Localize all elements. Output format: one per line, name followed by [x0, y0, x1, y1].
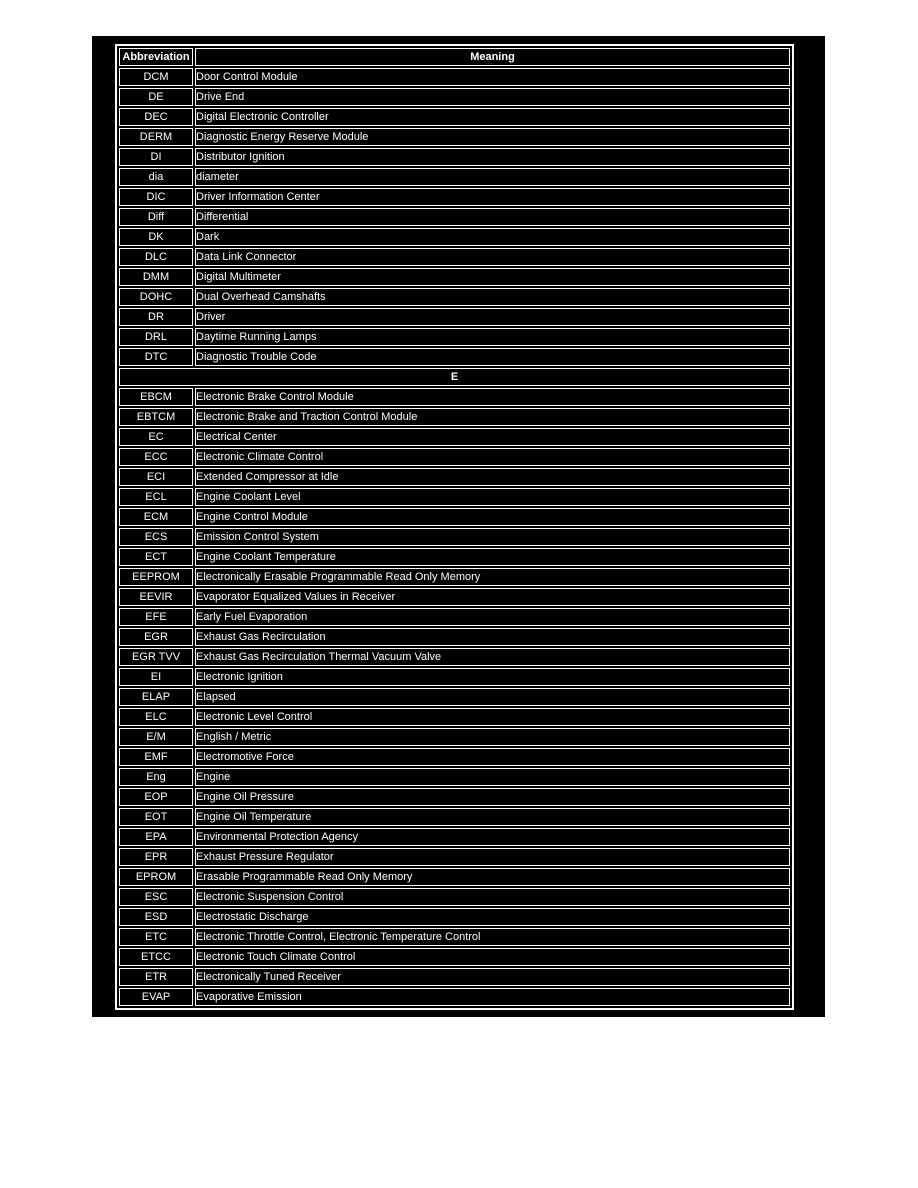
meaning-cell: Erasable Programmable Read Only Memory [195, 868, 790, 886]
meaning-cell: Differential [195, 208, 790, 226]
table-row [119, 508, 790, 526]
abbreviation-cell: DOHC [119, 288, 193, 306]
table-row [119, 908, 790, 926]
meaning-column-header: Meaning [195, 48, 790, 66]
abbreviation-cell: EMF [119, 748, 193, 766]
abbreviation-cell: ECL [119, 488, 193, 506]
abbreviation-cell: ELC [119, 708, 193, 726]
table-row [119, 328, 790, 346]
table-row [119, 408, 790, 426]
table-row [119, 988, 790, 1006]
abbreviation-table [115, 44, 794, 1010]
table-row [119, 488, 790, 506]
abbreviation-cell: DMM [119, 268, 193, 286]
meaning-cell: Electronic Climate Control [195, 448, 790, 466]
table-row [119, 188, 790, 206]
table-header-row [119, 48, 790, 66]
meaning-cell: Engine Control Module [195, 508, 790, 526]
abbreviation-cell: DR [119, 308, 193, 326]
abbreviation-cell: EC [119, 428, 193, 446]
abbreviation-cell: DK [119, 228, 193, 246]
meaning-cell: Electronic Suspension Control [195, 888, 790, 906]
abbreviation-cell: EOT [119, 808, 193, 826]
abbreviation-cell: DE [119, 88, 193, 106]
table-row [119, 288, 790, 306]
abbreviation-cell: ETC [119, 928, 193, 946]
table-row [119, 748, 790, 766]
table-row [119, 548, 790, 566]
meaning-cell: Engine Coolant Temperature [195, 548, 790, 566]
meaning-cell: Electronic Ignition [195, 668, 790, 686]
meaning-cell: Door Control Module [195, 68, 790, 86]
meaning-cell: Extended Compressor at Idle [195, 468, 790, 486]
meaning-cell: Electronically Tuned Receiver [195, 968, 790, 986]
abbreviation-cell: DRL [119, 328, 193, 346]
table-row [119, 528, 790, 546]
abbreviation-cell: ECS [119, 528, 193, 546]
meaning-cell: Electronic Throttle Control, Electronic Temperature Control [195, 928, 790, 946]
meaning-cell: Electrical Center [195, 428, 790, 446]
abbreviation-cell: EOP [119, 788, 193, 806]
meaning-cell: Engine [195, 768, 790, 786]
meaning-cell: Dual Overhead Camshafts [195, 288, 790, 306]
meaning-cell: English / Metric [195, 728, 790, 746]
abbreviation-cell: ECT [119, 548, 193, 566]
table-body [119, 68, 790, 1006]
meaning-cell: Daytime Running Lamps [195, 328, 790, 346]
table-row [119, 388, 790, 406]
table-row [119, 608, 790, 626]
abbreviation-cell: DCM [119, 68, 193, 86]
abbreviation-cell: ETR [119, 968, 193, 986]
section-label: E [119, 368, 790, 386]
table-row [119, 808, 790, 826]
table-row [119, 348, 790, 366]
meaning-cell: Dark [195, 228, 790, 246]
abbreviation-cell: dia [119, 168, 193, 186]
abbreviation-cell: ELAP [119, 688, 193, 706]
meaning-cell: Electrostatic Discharge [195, 908, 790, 926]
meaning-cell: Electronic Brake and Traction Control Module [195, 408, 790, 426]
meaning-cell: Driver [195, 308, 790, 326]
abbreviation-cell: EGR [119, 628, 193, 646]
table-row [119, 88, 790, 106]
abbreviation-cell: EFE [119, 608, 193, 626]
abbreviation-cell: EBTCM [119, 408, 193, 426]
table-row [119, 948, 790, 966]
table-row [119, 148, 790, 166]
abbreviation-cell: Diff [119, 208, 193, 226]
abbreviation-column-header: Abbreviation [119, 48, 193, 66]
abbreviation-cell: EBCM [119, 388, 193, 406]
table-row [119, 848, 790, 866]
meaning-cell: Engine Oil Temperature [195, 808, 790, 826]
abbreviation-cell: DEC [119, 108, 193, 126]
table-row [119, 648, 790, 666]
table-row [119, 888, 790, 906]
abbreviation-cell: DERM [119, 128, 193, 146]
table-row [119, 128, 790, 146]
abbreviation-cell: EI [119, 668, 193, 686]
meaning-cell: Electronically Erasable Programmable Read Only Memory [195, 568, 790, 586]
meaning-cell: Exhaust Gas Recirculation Thermal Vacuum Valve [195, 648, 790, 666]
table-row [119, 628, 790, 646]
table-row [119, 428, 790, 446]
meaning-cell: diameter [195, 168, 790, 186]
abbreviation-cell: DTC [119, 348, 193, 366]
meaning-cell: Drive End [195, 88, 790, 106]
abbreviation-cell: E/M [119, 728, 193, 746]
table-row [119, 568, 790, 586]
table-row [119, 68, 790, 86]
table-row [119, 768, 790, 786]
table-row [119, 828, 790, 846]
meaning-cell: Emission Control System [195, 528, 790, 546]
abbreviation-cell: ETCC [119, 948, 193, 966]
meaning-cell: Engine Oil Pressure [195, 788, 790, 806]
table-row [119, 208, 790, 226]
meaning-cell: Driver Information Center [195, 188, 790, 206]
abbreviation-cell: Eng [119, 768, 193, 786]
table-row [119, 228, 790, 246]
table-row [119, 248, 790, 266]
meaning-cell: Digital Multimeter [195, 268, 790, 286]
meaning-cell: Early Fuel Evaporation [195, 608, 790, 626]
abbreviation-cell: EPROM [119, 868, 193, 886]
meaning-cell: Evaporative Emission [195, 988, 790, 1006]
table-row [119, 968, 790, 986]
table-row [119, 688, 790, 706]
meaning-cell: Engine Coolant Level [195, 488, 790, 506]
table-row [119, 108, 790, 126]
table-row [119, 308, 790, 326]
meaning-cell: Diagnostic Energy Reserve Module [195, 128, 790, 146]
abbreviation-cell: DI [119, 148, 193, 166]
abbreviation-cell: ESD [119, 908, 193, 926]
meaning-cell: Elapsed [195, 688, 790, 706]
abbreviation-cell: ESC [119, 888, 193, 906]
meaning-cell: Electromotive Force [195, 748, 790, 766]
table-row [119, 448, 790, 466]
meaning-cell: Exhaust Pressure Regulator [195, 848, 790, 866]
abbreviation-cell: ECC [119, 448, 193, 466]
meaning-cell: Diagnostic Trouble Code [195, 348, 790, 366]
abbreviation-cell: DIC [119, 188, 193, 206]
section-header-row [119, 368, 790, 386]
meaning-cell: Exhaust Gas Recirculation [195, 628, 790, 646]
table-row [119, 588, 790, 606]
meaning-cell: Evaporator Equalized Values in Receiver [195, 588, 790, 606]
abbreviation-cell: EGR TVV [119, 648, 193, 666]
table-row [119, 728, 790, 746]
meaning-cell: Electronic Level Control [195, 708, 790, 726]
abbreviation-cell: ECI [119, 468, 193, 486]
meaning-cell: Data Link Connector [195, 248, 790, 266]
abbreviation-cell: DLC [119, 248, 193, 266]
table-row [119, 928, 790, 946]
table-row [119, 168, 790, 186]
abbreviation-table-panel [92, 36, 825, 1017]
meaning-cell: Electronic Brake Control Module [195, 388, 790, 406]
abbreviation-cell: EEVIR [119, 588, 193, 606]
abbreviation-cell: EVAP [119, 988, 193, 1006]
table-row [119, 268, 790, 286]
table-row [119, 668, 790, 686]
meaning-cell: Environmental Protection Agency [195, 828, 790, 846]
abbreviation-cell: ECM [119, 508, 193, 526]
table-row [119, 468, 790, 486]
abbreviation-cell: EPA [119, 828, 193, 846]
abbreviation-cell: EPR [119, 848, 193, 866]
meaning-cell: Distributor Ignition [195, 148, 790, 166]
meaning-cell: Digital Electronic Controller [195, 108, 790, 126]
meaning-cell: Electronic Touch Climate Control [195, 948, 790, 966]
table-row [119, 868, 790, 886]
table-row [119, 708, 790, 726]
abbreviation-cell: EEPROM [119, 568, 193, 586]
table-row [119, 788, 790, 806]
